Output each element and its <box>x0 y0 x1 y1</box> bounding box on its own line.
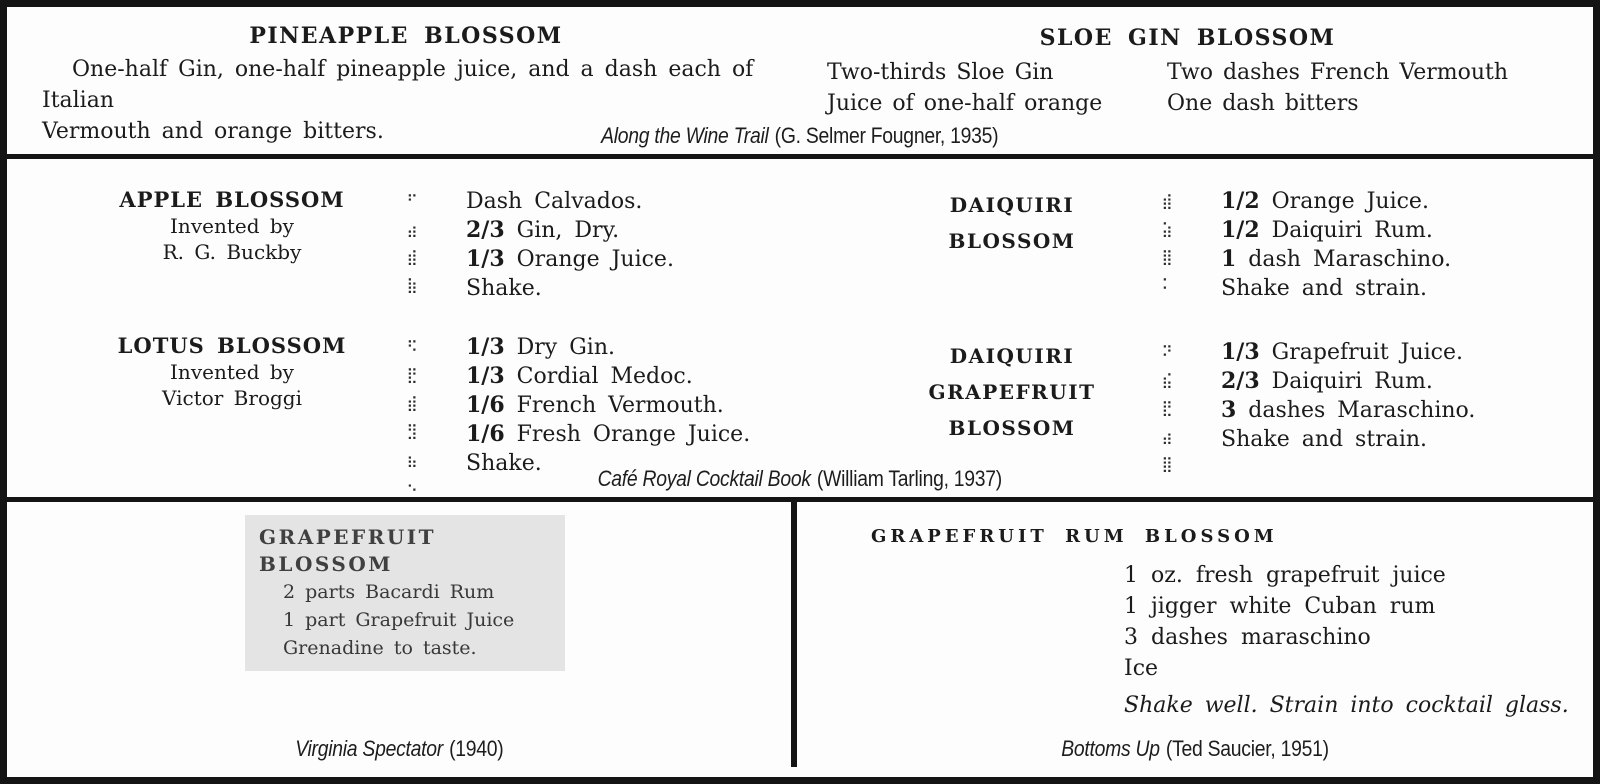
ingredient-qty: 2/3 <box>1221 368 1260 394</box>
ingredient-qty: 2/3 <box>466 217 505 243</box>
ingredient-text: Grapefruit Juice. <box>1259 340 1464 365</box>
ingredient-line: One dash bitters <box>1167 91 1359 116</box>
caption-text <box>598 466 1002 492</box>
recipe-title: GRAPEFRUIT BLOSSOM <box>259 525 437 576</box>
ingredient-columns <box>827 57 1593 119</box>
recipe-grapefruit-blossom <box>245 515 565 671</box>
halftone-ornament-icon: ⣿ <box>1161 248 1173 266</box>
recipe-name-block <box>82 333 382 411</box>
halftone-ornament-icon: ⣾ <box>406 394 418 412</box>
ingredient-list <box>1124 560 1446 684</box>
panel-bottoms-up <box>797 502 1593 767</box>
caption-book-title: Bottoms Up <box>1061 736 1160 761</box>
ingredient-qty: 3 <box>1221 397 1237 423</box>
caption-book-title: Café Royal Cocktail Book <box>597 466 811 491</box>
ingredient-line: Two-thirds Sloe Gin <box>827 60 1054 85</box>
recipe-title: PINEAPPLE BLOSSOM <box>249 23 563 49</box>
ingredient-line <box>466 216 674 245</box>
source-caption-virginia-spectator <box>7 736 791 762</box>
halftone-ornament-icon: ⣻ <box>406 422 418 440</box>
ingredient-line <box>1221 216 1451 245</box>
halftone-ornament-icon: ⣟ <box>1161 399 1173 417</box>
halftone-ornament-icon: ⠝ <box>1161 343 1173 361</box>
ingredient-line: 1 oz. fresh grapefruit juice <box>1124 563 1446 588</box>
recipe-name-block <box>82 187 382 265</box>
ingredient-text: Orange Juice. <box>1259 189 1429 214</box>
recipe-title-line: BLOSSOM <box>948 229 1076 253</box>
recipe-title-line: GRAPEFRUIT <box>928 380 1096 404</box>
recipe-title-line: BLOSSOM <box>948 416 1076 440</box>
ingredient-text: Daiquiri Rum. <box>1259 369 1433 394</box>
halftone-ornament-column <box>1137 338 1197 478</box>
ingredient-line <box>466 420 750 449</box>
recipe-name-block <box>887 187 1137 259</box>
ingredient-qty: 1/3 <box>466 334 505 360</box>
recipe-title: APPLE BLOSSOM <box>119 187 345 212</box>
caption-book-title: Virginia Spectator <box>294 736 443 761</box>
halftone-ornament-icon: ⣴ <box>1161 427 1173 445</box>
halftone-ornament-column <box>1137 187 1197 299</box>
caption-text <box>295 736 503 762</box>
ingredient-line <box>1221 274 1451 303</box>
caption-detail: (G. Selmer Fougner, 1935) <box>774 123 999 148</box>
ingredient-qty: 1/3 <box>466 246 505 272</box>
ingredient-text: Fresh Orange Juice. <box>504 422 751 447</box>
ingredient-line <box>466 245 674 274</box>
section-along-the-wine-trail <box>7 7 1593 159</box>
halftone-ornament-icon: ⠫ <box>406 338 418 356</box>
ingredient-text: Shake and strain. <box>1221 427 1428 452</box>
ingredient-text: Daiquiri Rum. <box>1259 218 1433 243</box>
halftone-ornament-icon: ⠅ <box>1161 276 1173 294</box>
recipe-credit: Victor Broggi <box>162 386 302 410</box>
ingredient-text: Shake. <box>466 451 542 476</box>
recipe-name-block <box>887 338 1137 446</box>
ingredient-line <box>1221 187 1451 216</box>
ingredient-text: Shake and strain. <box>1221 276 1428 301</box>
ingredient-text: Dash Calvados. <box>466 189 643 214</box>
ingredient-line: Two dashes French Vermouth <box>1167 60 1509 85</box>
recipe-credit: Invented by <box>170 360 294 384</box>
ingredient-line: Juice of one-half orange <box>827 91 1103 116</box>
source-caption-wine-trail <box>7 123 1593 149</box>
ingredient-text: Orange Juice. <box>504 247 674 272</box>
caption-detail: (1940) <box>448 736 504 761</box>
caption-detail: (William Tarling, 1937) <box>817 466 1003 491</box>
ingredient-line <box>1221 338 1475 367</box>
ingredient-line: 2 parts Bacardi Rum <box>283 581 495 603</box>
source-caption-cafe-royal <box>7 466 1593 492</box>
ingredient-line: 3 dashes maraschino <box>1124 625 1371 650</box>
ingredient-qty: 1/2 <box>1221 217 1260 243</box>
cafe-royal-right-column <box>887 187 1475 478</box>
ingredient-list <box>1197 338 1475 454</box>
ingredient-text: Gin, Dry. <box>504 218 620 243</box>
caption-text <box>1061 736 1329 762</box>
halftone-ornament-icon: ⣮ <box>1161 371 1173 389</box>
halftone-ornament-icon: ⣿ <box>1161 455 1173 473</box>
ingredient-line: 1 part Grapefruit Juice <box>283 609 515 631</box>
ingredient-line: Grenadine to taste. <box>283 637 477 659</box>
ingredient-line <box>1221 396 1475 425</box>
recipe-title: GRAPEFRUIT RUM BLOSSOM <box>871 526 1278 547</box>
ingredient-line: 1 jigger white Cuban rum <box>1124 594 1436 619</box>
section-bottom-clippings <box>7 502 1593 767</box>
ingredient-list <box>442 333 750 478</box>
recipe-body-line: Vermouth and orange bitters. <box>42 119 384 144</box>
recipe-daiquiri-blossom <box>887 187 1475 303</box>
halftone-ornament-icon: ⣴ <box>406 220 418 238</box>
recipe-title-line: DAIQUIRI <box>949 193 1075 217</box>
recipe-title: SLOE GIN BLOSSOM <box>1039 25 1336 51</box>
ingredient-text: Dry Gin. <box>504 335 615 360</box>
ingredient-line <box>466 333 750 362</box>
cafe-royal-left-column <box>82 187 750 501</box>
ingredient-qty: 1/6 <box>466 392 505 418</box>
halftone-ornament-icon: ⣵ <box>1161 220 1173 238</box>
source-caption-bottoms-up <box>797 736 1593 762</box>
recipe-title-line: DAIQUIRI <box>949 344 1075 368</box>
halftone-ornament-column <box>382 187 442 299</box>
halftone-ornament-icon: ⠋ <box>406 192 418 210</box>
recipe-instructions: Shake well. Strain into cocktail glass. <box>1124 693 1569 718</box>
recipe-body-line: One-half Gin, one-half pineapple juice, and a dash each of Italian <box>42 57 754 113</box>
caption-detail: (Ted Saucier, 1951) <box>1165 736 1329 761</box>
ingredient-qty: 1/6 <box>466 421 505 447</box>
halftone-ornament-icon: ⣦ <box>406 450 418 468</box>
recipe-credit: R. G. Buckby <box>162 240 302 264</box>
halftone-ornament-icon: ⣾ <box>1161 192 1173 210</box>
halftone-ornament-icon: ⣷ <box>406 276 418 294</box>
recipe-credit: Invented by <box>170 214 294 238</box>
ingredient-list <box>1197 187 1451 303</box>
ingredient-text: French Vermouth. <box>504 393 724 418</box>
ingredient-text: dash Maraschino. <box>1236 247 1452 272</box>
ingredient-line <box>466 187 674 216</box>
ingredient-text: Shake. <box>466 276 542 301</box>
ingredient-line <box>1221 245 1451 274</box>
ingredient-text: Cordial Medoc. <box>504 364 693 389</box>
recipe-daiquiri-grapefruit-blossom <box>887 338 1475 478</box>
ingredient-qty: 1/2 <box>1221 188 1260 214</box>
ingredient-line <box>1221 367 1475 396</box>
caption-book-title: Along the Wine Trail <box>601 123 769 148</box>
panel-virginia-spectator <box>7 502 797 767</box>
halftone-ornament-icon: ⣾ <box>406 248 418 266</box>
halftone-ornament-icon: ⠢ <box>406 478 418 496</box>
ingredient-column <box>827 57 1167 119</box>
recipe-title: LOTUS BLOSSOM <box>117 333 347 358</box>
ingredient-qty: 1/3 <box>466 363 505 389</box>
ingredient-line: Ice <box>1124 656 1159 681</box>
ingredient-qty: 1/3 <box>1221 339 1260 365</box>
ingredient-line <box>1221 425 1475 454</box>
ingredient-line <box>466 391 750 420</box>
recipe-apple-blossom <box>82 187 750 303</box>
ingredient-column <box>1167 57 1508 119</box>
halftone-ornament-icon: ⣟ <box>406 366 418 384</box>
caption-text <box>601 123 998 149</box>
ingredient-text: dashes Maraschino. <box>1236 398 1476 423</box>
section-cafe-royal <box>7 159 1593 502</box>
ingredient-list <box>442 187 674 303</box>
ingredient-qty: 1 <box>1221 246 1237 272</box>
ingredient-line <box>466 362 750 391</box>
ingredient-line <box>466 274 674 303</box>
